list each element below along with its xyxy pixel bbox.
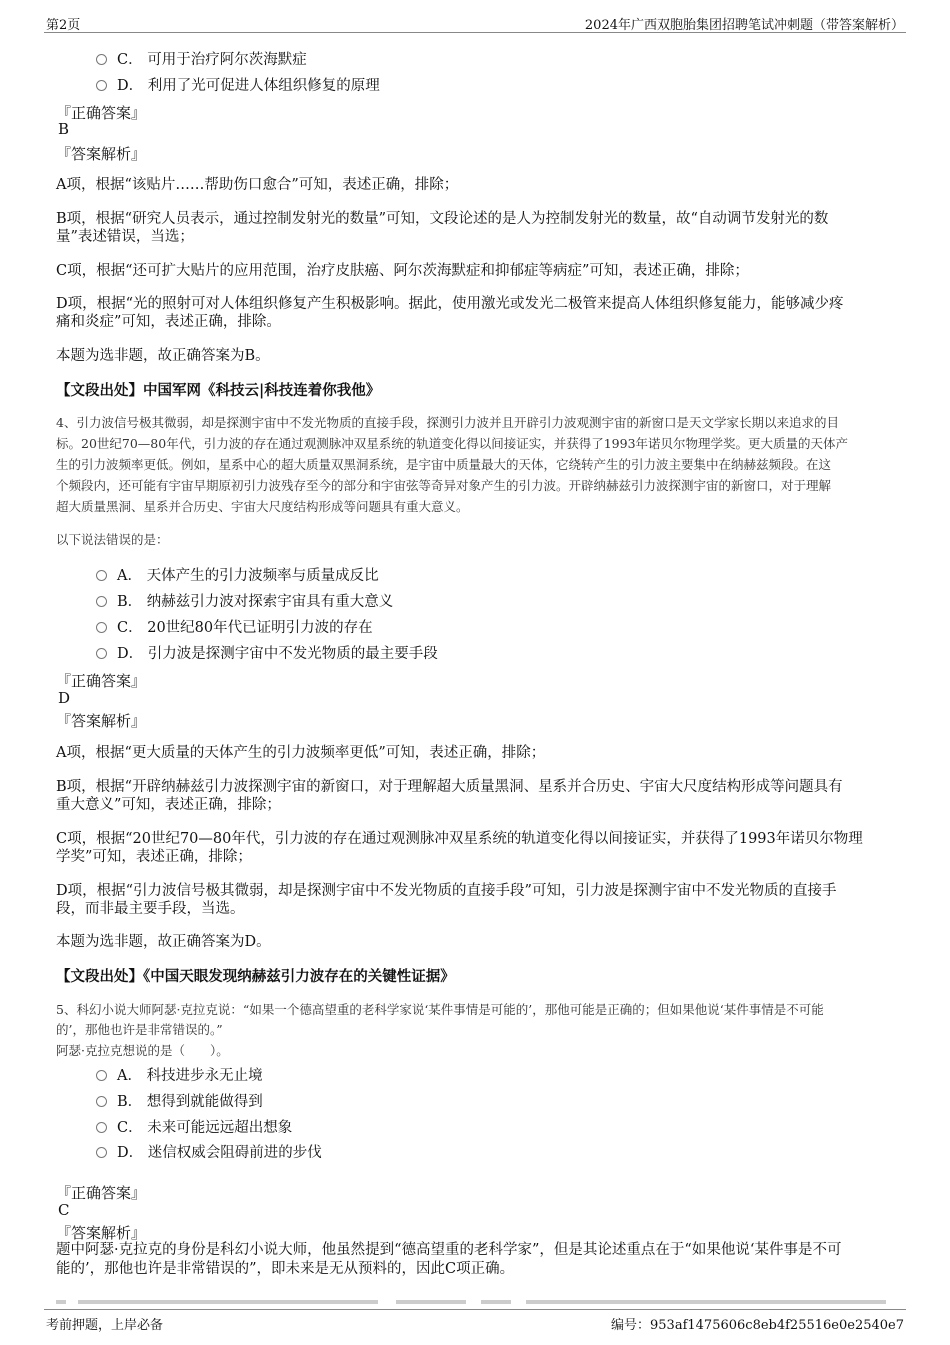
answer-label: 『正确答案』 [56, 104, 147, 122]
radio-icon[interactable] [96, 80, 107, 91]
answer-label: 『正确答案』 [56, 672, 147, 690]
document-title: 2024年广西双胞胎集团招聘笔试冲刺题（带答案解析） [584, 18, 904, 33]
question-stem: 超大质量黑洞、星系并合历史、宇宙大尺度结构形成等问题具有重大意义。 [56, 499, 469, 514]
analysis-line: 段，而非最主要手段，当选。 [56, 901, 245, 917]
answer-label: 『正确答案』 [56, 1184, 147, 1202]
page-footer [44, 1309, 906, 1333]
option-b[interactable]: B． 想得到就能做得到 [96, 1090, 263, 1111]
analysis-label: 『答案解析』 [56, 1224, 147, 1242]
option-b[interactable]: B． 纳赫兹引力波对探索宇宙具有重大意义 [96, 590, 393, 611]
radio-icon[interactable] [96, 570, 107, 581]
answer-value: D [58, 689, 71, 707]
page-number: 第2页 [46, 18, 81, 33]
document-id: 编号：953af1475606c8eb4f25516e0e2540e7 [611, 1318, 904, 1333]
analysis-line: 量”表述错误，当选； [56, 229, 194, 245]
option-d[interactable]: D． 迷信权威会阻碍前进的步伐 [96, 1141, 322, 1162]
question-prompt: 以下说法错误的是： [56, 532, 169, 547]
analysis-line: 学奖”可知，表述正确，排除； [56, 849, 252, 865]
radio-icon[interactable] [96, 596, 107, 607]
source-citation: 【文段出处】中国军网《科技云|科技连着你我他》 [56, 382, 381, 399]
option-c[interactable]: C． 未来可能远远超出想象 [96, 1116, 292, 1137]
analysis-line: D项，根据“引力波信号极其微弱，却是探测宇宙中不发光物质的直接手段”可知，引力波是探测宇宙中不发光物质的直接手 [56, 883, 837, 899]
radio-icon[interactable] [96, 1096, 107, 1107]
analysis-line: B项，根据“开辟纳赫兹引力波探测宇宙的新窗口，对于理解超大质量黑洞、星系并合历史、宇宙大尺度结构形成等问题具有 [56, 779, 843, 795]
answer-value: B [58, 120, 70, 138]
conclusion: 本题为选非题，故正确答案为B。 [56, 348, 270, 364]
radio-icon[interactable] [96, 54, 107, 65]
option-d[interactable]: D． 引力波是探测宇宙中不发光物质的最主要手段 [96, 642, 438, 663]
option-d[interactable]: D． 利用了光可促进人体组织修复的原理 [96, 74, 380, 95]
analysis-line: 题中阿瑟·克拉克的身份是科幻小说大师，他虽然提到“德高望重的老科学家”，但是其论述重点在于“如果他说‘某件事是不可 [56, 1242, 842, 1258]
analysis-line: 痛和炎症”可知，表述正确，排除。 [56, 314, 281, 330]
question-stem: 5、科幻小说大师阿瑟·克拉克说：“如果一个德高望重的老科学家说‘某件事情是可能的’，那他可能是正确的；但如果他说‘某件事情是不可能 [56, 1002, 824, 1017]
analysis-line: C项，根据“20世纪70—80年代，引力波的存在通过观测脉冲双星系统的轨道变化得以间接证实，并获得了1993年诺贝尔物理 [56, 831, 863, 847]
question-stem: 标。20世纪70—80年代，引力波的存在通过观测脉冲双星系统的轨道变化得以间接证实，并获得了1993年诺贝尔物理学奖。更大质量的天体产 [56, 436, 849, 451]
question-prompt: 阿瑟·克拉克想说的是（ ）。 [56, 1043, 229, 1058]
question-stem: 4、引力波信号极其微弱，却是探测宇宙中不发光物质的直接手段，探测引力波并且开辟引力波观测宇宙的新窗口是天文学家长期以来追求的目 [56, 415, 839, 430]
analysis-line: A项，根据“该贴片……帮助伤口愈合”可知，表述正确，排除； [56, 177, 459, 193]
analysis-line: A项，根据“更大质量的天体产生的引力波频率更低”可知，表述正确，排除； [56, 745, 546, 761]
option-a[interactable]: A． 天体产生的引力波频率与质量成反比 [96, 564, 379, 585]
cut-off-text-line [56, 1294, 886, 1308]
question-stem: 个频段内，还可能有宇宙早期原初引力波残存至今的部分和宇宙弦等奇异对象产生的引力波。开辟纳赫兹引力波探测宇宙的新窗口，对于理解 [56, 478, 832, 493]
question-stem: 的’，那他也许是非常错误的。” [56, 1022, 223, 1037]
footer-slogan: 考前押题，上岸必备 [46, 1318, 164, 1333]
analysis-line: B项，根据“研究人员表示，通过控制发射光的数量”可知，文段论述的是人为控制发射光的数量，故“自动调节发射光的数 [56, 211, 829, 227]
radio-icon[interactable] [96, 1122, 107, 1133]
radio-icon[interactable] [96, 648, 107, 659]
question-stem: 生的引力波频率更低。例如，星系中心的超大质量双黑洞系统，是宇宙中质量最大的天体，它绕转产生的引力波主要集中在纳赫兹频段。在这 [56, 457, 832, 472]
analysis-line: D项，根据“光的照射可对人体组织修复产生积极影响。据此，使用激光或发光二极管来提高人体组织修复能力，能够减少疼 [56, 296, 844, 312]
option-c[interactable]: C． 20世纪80年代已证明引力波的存在 [96, 616, 373, 637]
option-a[interactable]: A． 科技进步永无止境 [96, 1064, 263, 1085]
radio-icon[interactable] [96, 1147, 107, 1158]
conclusion: 本题为选非题，故正确答案为D。 [56, 934, 271, 950]
radio-icon[interactable] [96, 1070, 107, 1081]
page-header [44, 14, 906, 33]
answer-value: C [58, 1201, 70, 1219]
radio-icon[interactable] [96, 622, 107, 633]
analysis-label: 『答案解析』 [56, 712, 147, 730]
analysis-line: C项，根据“还可扩大贴片的应用范围，治疗皮肤癌、阿尔茨海默症和抑郁症等病症”可知，表述正确，排除； [56, 263, 749, 279]
analysis-line: 能的’，那他也许是非常错误的”，即未来是无从预料的，因此C项正确。 [56, 1261, 515, 1277]
analysis-label: 『答案解析』 [56, 145, 147, 163]
analysis-line: 重大意义”可知，表述正确，排除； [56, 797, 281, 813]
option-c[interactable]: C． 可用于治疗阿尔茨海默症 [96, 48, 307, 69]
source-citation: 【文段出处】《中国天眼发现纳赫兹引力波存在的关键性证据》 [56, 968, 455, 985]
